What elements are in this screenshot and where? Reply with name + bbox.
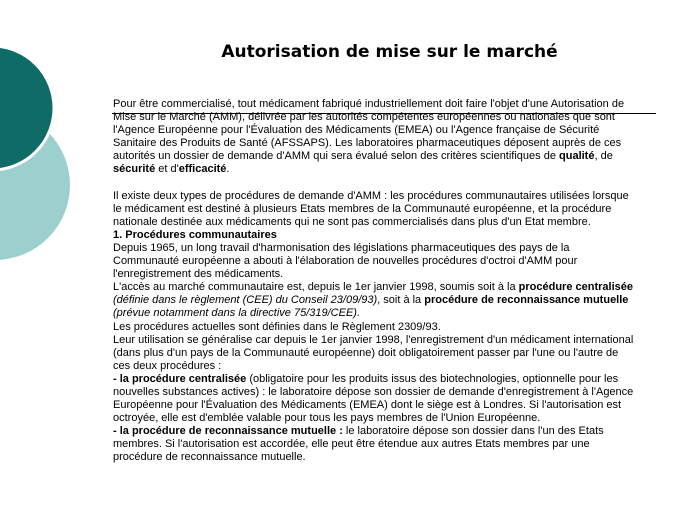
centralized-reference: (définie dans le règlement (CEE) du Conseil 23/09/93): [113, 294, 378, 307]
intro-paragraph: [113, 98, 635, 177]
keyword-security: sécurité: [113, 163, 156, 176]
centralized-procedure-item: [113, 373, 635, 425]
regulation-paragraph: Les procédures actuelles sont définies dans le Règlement 2309/93.: [113, 320, 441, 333]
access-text: L'accès au marché communautaire est, depuis le 1er janvier 1998, soumis soit à la: [113, 281, 519, 294]
mutual-recognition-reference: (prévue notamment dans la directive 75/319/CEE).: [113, 307, 361, 320]
keyword-efficacy: efficacité: [178, 163, 227, 176]
intro-sep-2: et d': [155, 163, 179, 176]
mutual-item-label: - la procédure de reconnaissance mutuelle :: [113, 425, 343, 438]
mutual-recognition-term: procédure de reconnaissance mutuelle: [424, 294, 629, 307]
centralized-item-text: (obligatoire pour les produits issus des biotechnologies, optionnelle pour les nouvelles substances actives) : le laboratoire dépose son dossier de demande d'enregistrement à l'Agence Européenne pour l'Évaluation des Médicaments (EMEA) dont le siège est à Londres. Si l'autorisation est octroyée, elle est d'emblée valable pour tous les pays membres de l'Union Européenne.: [113, 372, 634, 425]
access-sep: , soit à la: [377, 294, 425, 307]
centralized-item-label: - la procédure centralisée: [113, 372, 247, 385]
intro-text: Pour être commercialisé, tout médicament fabriqué industriellement doit faire l'objet d'une Autorisation de Mise sur le Marché (AMM), délivrée par les autorités compétentes européennes ou nationales que sont l'Agence Européenne pour l'Évaluation des Médicaments (EMEA) ou l'Agence française de Sécurité Sanitaire des Produits de Santé (AFSSAPS). Les laboratoires pharmaceutiques déposent auprès de ces autorités un dossier de demande d'AMM qui sera évalué selon des critères scientifiques de: [113, 98, 625, 163]
market-access-paragraph: [113, 281, 635, 320]
slide-title: Autorisation de mise sur le marché: [221, 42, 558, 62]
keyword-quality: qualité: [559, 150, 595, 163]
mutual-item-text: le laboratoire dépose son dossier dans l'un des Etats membres. Si l'autorisation est accordée, elle peut être étendue aux autres Etats membres par une procédure de reconnaissance mutuelle.: [113, 425, 604, 464]
slide-body: [113, 98, 635, 465]
types-paragraph: Il existe deux types de procédures de demande d'AMM : les procédures communautaires utilisées lorsque le médicament est destiné à plusieurs Etats membres de la Communauté européenne, et la procédure nationale destinée aux médicaments qui ne sont pas commercialisés dans plus d'un Etat membre.: [113, 189, 629, 228]
intro-end: .: [226, 163, 230, 176]
usage-paragraph: Leur utilisation se généralise car depuis le 1er janvier 1998, l'enregistrement d'un médicament international (dans plus d'un pays de la Communauté européenne) doit obligatoirement passer par l'une ou l'autre de ces deux procédures :: [113, 333, 634, 372]
intro-sep-1: , de: [594, 150, 613, 163]
history-paragraph: Depuis 1965, un long travail d'harmonisation des législations pharmaceutiques des pays de la Communauté européenne a abouti à l'élaboration de nouvelles procédures d'octroi d'AMM pour l'enregistrement des médicaments.: [113, 241, 578, 281]
centralized-term: procédure centralisée: [518, 281, 633, 294]
mutual-recognition-item: [113, 425, 635, 464]
section-heading: 1. Procédures communautaires: [113, 228, 277, 241]
